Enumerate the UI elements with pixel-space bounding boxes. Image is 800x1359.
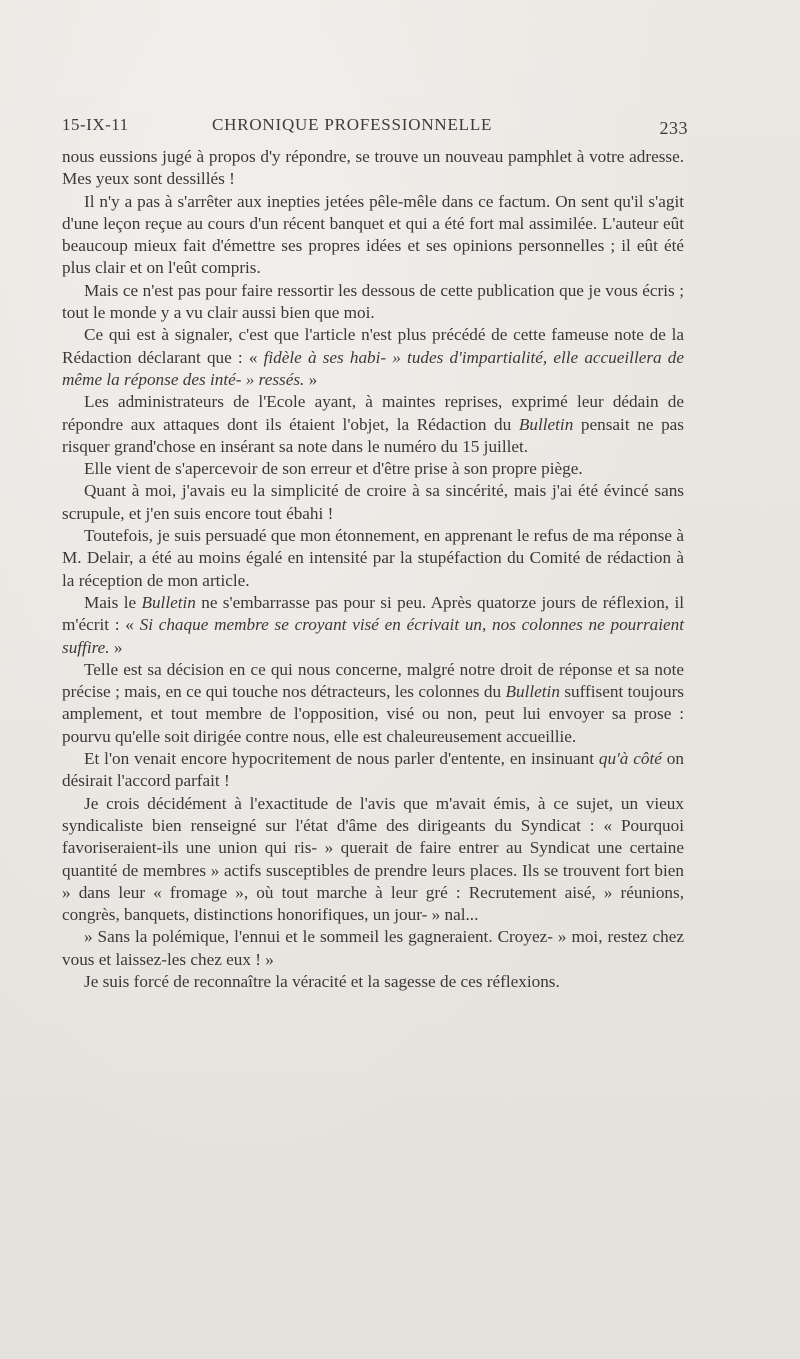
- text-segment: Elle vient de s'apercevoir de son erreur et d'être prise à son propre piège.: [84, 459, 583, 479]
- text-segment: »: [304, 369, 318, 389]
- paragraph: [62, 793, 684, 927]
- text-segment: suffisent toujours amplement, et tout membre de l'opposition, visé ou non, peut lui envoyer sa prose : pourvu qu'elle soit dirigée contre nous, elle est chaleureusement accueillie.: [62, 682, 684, 746]
- paragraph: [62, 324, 684, 391]
- text-segment: Quant à moi, j'avais eu la simplicité de croire à sa sincérité, mais j'ai été évincé sans scrupule, et j'en suis encore tout ébahi !: [62, 481, 684, 523]
- text-segment: Je suis forcé de reconnaître la véracité et la sagesse de ces réflexions.: [84, 971, 560, 991]
- text-segment: Mais le: [84, 592, 142, 612]
- text-segment: Les administrateurs de l'Ecole ayant, à maintes reprises, exprimé leur dédain de répondre aux attaques dont ils étaient l'objet, la Rédaction du: [62, 392, 684, 434]
- italic-segment: qu'à côté: [598, 749, 662, 769]
- text-segment: pensait ne pas risquer grand'chose en insérant sa note dans le numéro du 15 juillet.: [62, 414, 684, 456]
- paragraph: [62, 191, 684, 280]
- text-segment: Mais ce n'est pas pour faire ressortir les dessous de cette publication que je vous écris ; tout le monde y a vu clair aussi bien que moi.: [62, 280, 684, 323]
- page-number: 233: [659, 118, 688, 138]
- paragraph: [62, 480, 684, 525]
- paragraph: [62, 458, 684, 480]
- paragraph: [62, 971, 684, 993]
- article-body: [62, 146, 684, 993]
- paragraph: [62, 280, 684, 325]
- paragraph: [62, 391, 684, 458]
- paragraph: [62, 146, 684, 191]
- text-segment: Et l'on venait encore hypocritement de nous parler d'entente, en insinuant: [84, 749, 599, 769]
- italic-segment: Bulletin: [505, 682, 560, 702]
- text-segment: ne s'embarrasse pas pour si peu. Après quatorze jours de réflexion, il m'écrit : «: [62, 592, 684, 635]
- text-segment: Toutefois, je suis persuadé que mon étonnement, en apprenant le refus de ma réponse à M. Delair, a été au moins égalé en intensité par la stupéfaction du Comité de rédaction à la réception de mon article.: [62, 526, 684, 590]
- paragraph: [62, 592, 684, 659]
- header-title: CHRONIQUE PROFESSIONNELLE: [212, 115, 493, 134]
- paragraph: [62, 748, 684, 793]
- text-segment: on désirait l'accord parfait !: [62, 749, 684, 791]
- text-segment: »: [109, 637, 123, 657]
- text-segment: Telle est sa décision en ce qui nous concerne, malgré notre droit de réponse et sa note précise ; mais, en ce qui touche nos détracteurs, les colonnes du: [62, 659, 684, 702]
- paragraph: [62, 525, 684, 592]
- text-segment: nous eussions jugé à propos d'y répondre, se trouve un nouveau pamphlet à votre adresse. Mes yeux sont dessillés !: [62, 147, 684, 189]
- header-date: 15-IX-11: [62, 115, 129, 134]
- paragraph: [62, 926, 684, 971]
- italic-segment: Bulletin: [518, 414, 574, 434]
- italic-segment: fidèle à ses habi- » tudes d'impartialité, elle accueillera de même la réponse des inté- » ressés.: [62, 347, 685, 389]
- running-header: [62, 115, 688, 139]
- text-segment: Il n'y a pas à s'arrêter aux inepties jetées pêle-mêle dans ce factum. On sent qu'il s'agit d'une leçon reçue au cours d'un récent banquet et qui a été fort mal assimilée. L'auteur eût beaucoup mieux fait d'émettre ses propres idées et ses opinions personnelles ; il eût été plus clair et on l'eût compris.: [62, 191, 684, 278]
- text-segment: Ce qui est à signaler, c'est que l'article n'est plus précédé de cette fameuse note de la Rédaction déclarant que : «: [62, 325, 684, 367]
- italic-segment: Bulletin: [141, 592, 196, 612]
- text-segment: » Sans la polémique, l'ennui et le sommeil les gagneraient. Croyez- » moi, restez chez vous et laissez-les chez eux ! »: [62, 927, 684, 969]
- italic-segment: Si chaque membre se croyant visé en écrivait un, nos colonnes ne pourraient suffire.: [62, 615, 684, 657]
- text-segment: Je crois décidément à l'exactitude de l'avis que m'avait émis, à ce sujet, un vieux syndicaliste bien renseigné sur l'état d'âme des dirigeants du Syndicat : « Pourquoi favoriseraient-ils une union qui ris- » querait de faire entrer au Syndicat une certaine quantité de membres » actifs susceptibles de prendre leurs places. Ils se trouvent fort bien » dans leur « fromage », où tout marche à leur gré : Recrutement aisé, » réunions, congrès, banquets, distinctions honorifiques, un jour- » nal...: [62, 793, 684, 925]
- paragraph: [62, 659, 684, 748]
